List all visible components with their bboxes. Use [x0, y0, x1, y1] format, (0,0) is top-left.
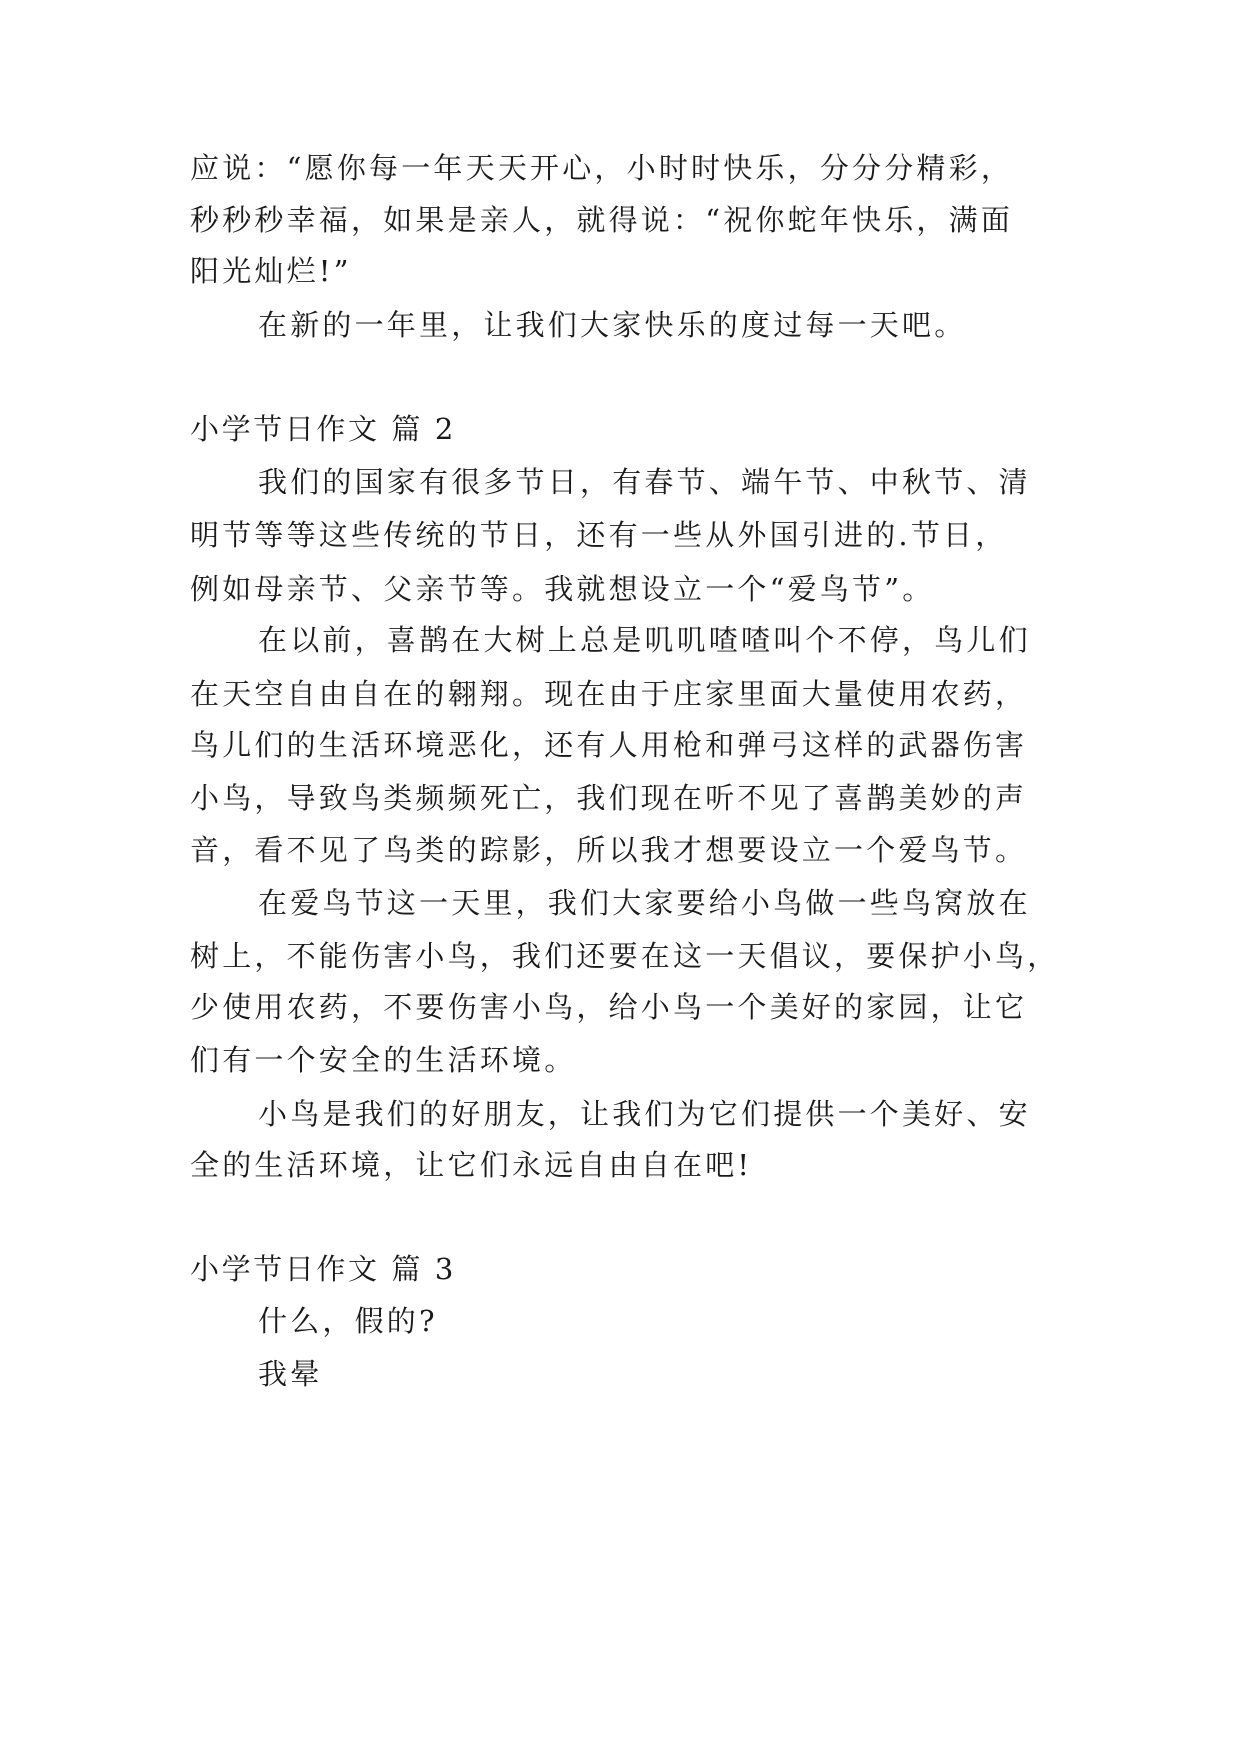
paragraph-line: 明节等等这些传统的节日，还有一些从外国引进的.节日，	[190, 518, 1008, 552]
paragraph-line: 在天空自由自在的翱翔。现在由于庄家里面大量使用农药，	[190, 677, 1028, 711]
paragraph-line: 少使用农药，不要伤害小鸟，给小鸟一个美好的家园，让它	[190, 990, 1028, 1024]
paragraph-line: 我们的国家有很多节日，有春节、端午节、中秋节、清	[258, 465, 1031, 499]
intro-text-line: 应说：“愿你每一年天天开心，小时时快乐，分分分精彩，	[190, 151, 1014, 185]
intro-text-line: 秒秒秒幸福，如果是亲人，就得说：“祝你蛇年快乐，满面	[190, 203, 1014, 237]
section-heading-3: 小学节日作文 篇 3	[190, 1252, 456, 1286]
paragraph-line: 在爱鸟节这一天里，我们大家要给小鸟做一些鸟窝放在	[258, 886, 1031, 920]
paragraph-line: 全的生活环境，让它们永远自由自在吧!	[190, 1148, 753, 1182]
paragraph-line: 小鸟是我们的好朋友，让我们为它们提供一个美好、安	[258, 1097, 1031, 1131]
paragraph-line: 鸟儿们的生活环境恶化，还有人用枪和弹弓这样的武器伤害	[190, 728, 1028, 762]
paragraph-line: 什么，假的?	[258, 1304, 438, 1338]
paragraph-line: 我晕	[258, 1357, 323, 1391]
paragraph-line: 小鸟，导致鸟类频频死亡，我们现在听不见了喜鹊美妙的声	[190, 781, 1028, 815]
intro-closing-line: 在新的一年里，让我们大家快乐的度过每一天吧。	[258, 308, 967, 342]
paragraph-line: 音，看不见了鸟类的踪影，所以我才想要设立一个爱鸟节。	[190, 833, 1028, 867]
paragraph-line: 树上，不能伤害小鸟，我们还要在这一天倡议，要保护小鸟，	[190, 939, 1060, 973]
paragraph-line: 们有一个安全的生活环境。	[190, 1043, 577, 1077]
paragraph-line: 在以前，喜鹊在大树上总是叽叽喳喳叫个不停，鸟儿们	[258, 623, 1031, 657]
intro-text-line: 阳光灿烂!”	[190, 254, 352, 288]
section-heading-2: 小学节日作文 篇 2	[190, 412, 456, 446]
paragraph-line: 例如母亲节、父亲节等。我就想设立一个“爱鸟节”。	[190, 572, 935, 606]
